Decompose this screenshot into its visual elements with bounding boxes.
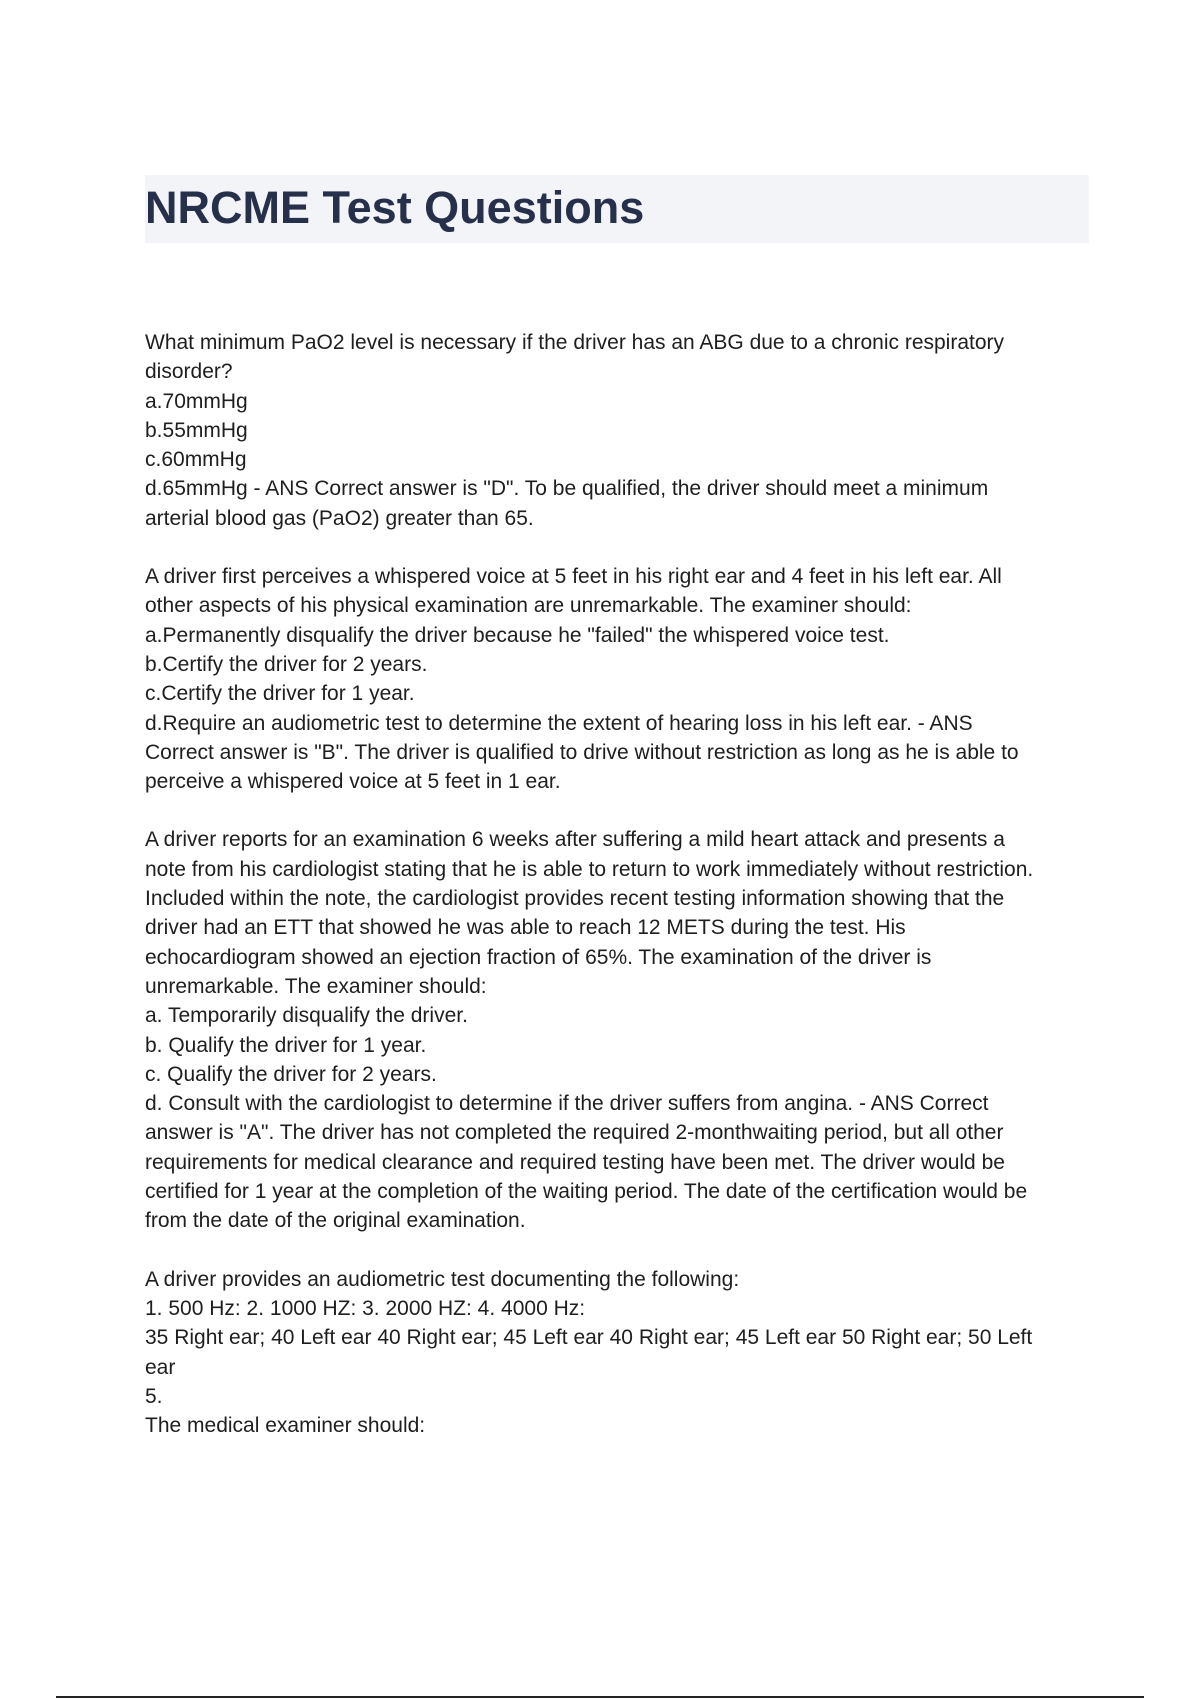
question-1: [145, 328, 1095, 533]
question-text: unremarkable. The examiner should:: [145, 974, 487, 998]
answer-option: b.55mmHg: [145, 418, 248, 442]
question-text: 35 Right ear; 40 Left ear 40 Right ear; 45 Left ear 40 Right ear; 45 Left ear 50 Right ear; 50 Left: [145, 1326, 1033, 1350]
answer-explanation: Correct answer is "B". The driver is qualified to drive without restriction as long as he is able to: [145, 740, 1019, 764]
question-text: A driver reports for an examination 6 weeks after suffering a mild heart attack and presents a: [145, 828, 1005, 852]
document-body: [145, 328, 1095, 1469]
answer-option: c. Qualify the driver for 2 years.: [145, 1062, 437, 1086]
question-text: echocardiogram showed an ejection fraction of 65%. The examination of the driver is: [145, 945, 932, 969]
question-text: Included within the note, the cardiologist provides recent testing information showing that the: [145, 887, 1005, 911]
answer-explanation: d.65mmHg - ANS Correct answer is "D". To be qualified, the driver should meet a minimum: [145, 477, 989, 501]
question-text: ear: [145, 1355, 176, 1379]
answer-option: d. Consult with the cardiologist to determine if the driver suffers from angina. - ANS Correct: [145, 1092, 989, 1116]
answer-option: a.70mmHg: [145, 389, 248, 413]
question-text: driver had an ETT that showed he was able to reach 12 METS during the test. His: [145, 916, 906, 940]
question-text: 5.: [145, 1384, 163, 1408]
answer-option: b. Qualify the driver for 1 year.: [145, 1033, 427, 1057]
answer-explanation: from the date of the original examination.: [145, 1209, 526, 1233]
answer-explanation: answer is "A". The driver has not completed the required 2-monthwaiting period, but all other: [145, 1121, 1004, 1145]
answer-option: a.Permanently disqualify the driver because he "failed" the whispered voice test.: [145, 623, 890, 647]
answer-explanation: arterial blood gas (PaO2) greater than 65.: [145, 506, 534, 530]
question-text: note from his cardiologist stating that he is able to return to work immediately without restriction.: [145, 857, 1034, 881]
title-banner: [145, 175, 1089, 243]
question-text: disorder?: [145, 360, 233, 384]
answer-option: a. Temporarily disqualify the driver.: [145, 1004, 468, 1028]
question-text: A driver provides an audiometric test documenting the following:: [145, 1267, 740, 1291]
answer-explanation: perceive a whispered voice at 5 feet in 1 ear.: [145, 770, 561, 794]
question-text: What minimum PaO2 level is necessary if the driver has an ABG due to a chronic respiratory: [145, 331, 1005, 354]
answer-explanation: requirements for medical clearance and required testing have been met. The driver would be: [145, 1150, 1005, 1174]
question-text: 1. 500 Hz: 2. 1000 HZ: 3. 2000 HZ: 4. 4000 Hz:: [145, 1296, 586, 1320]
answer-explanation: certified for 1 year at the completion of the waiting period. The date of the certification would be: [145, 1180, 1028, 1204]
question-text: other aspects of his physical examination are unremarkable. The examiner should:: [145, 594, 912, 618]
answer-option: c.Certify the driver for 1 year.: [145, 682, 415, 706]
answer-option: c.60mmHg: [145, 448, 247, 472]
answer-option: d.Require an audiometric test to determine the extent of hearing loss in his left ear. - ANS: [145, 711, 973, 735]
question-text: A driver first perceives a whispered voice at 5 feet in his right ear and 4 feet in his left ear. All: [145, 565, 1002, 589]
question-3: [145, 825, 1095, 1235]
question-4: [145, 1265, 1095, 1441]
question-text: The medical examiner should:: [145, 1414, 426, 1438]
page-title: NRCME Test Questions: [145, 182, 645, 233]
question-2: [145, 562, 1095, 796]
answer-option: b.Certify the driver for 2 years.: [145, 652, 428, 676]
page-bottom-divider: [56, 1696, 1144, 1698]
